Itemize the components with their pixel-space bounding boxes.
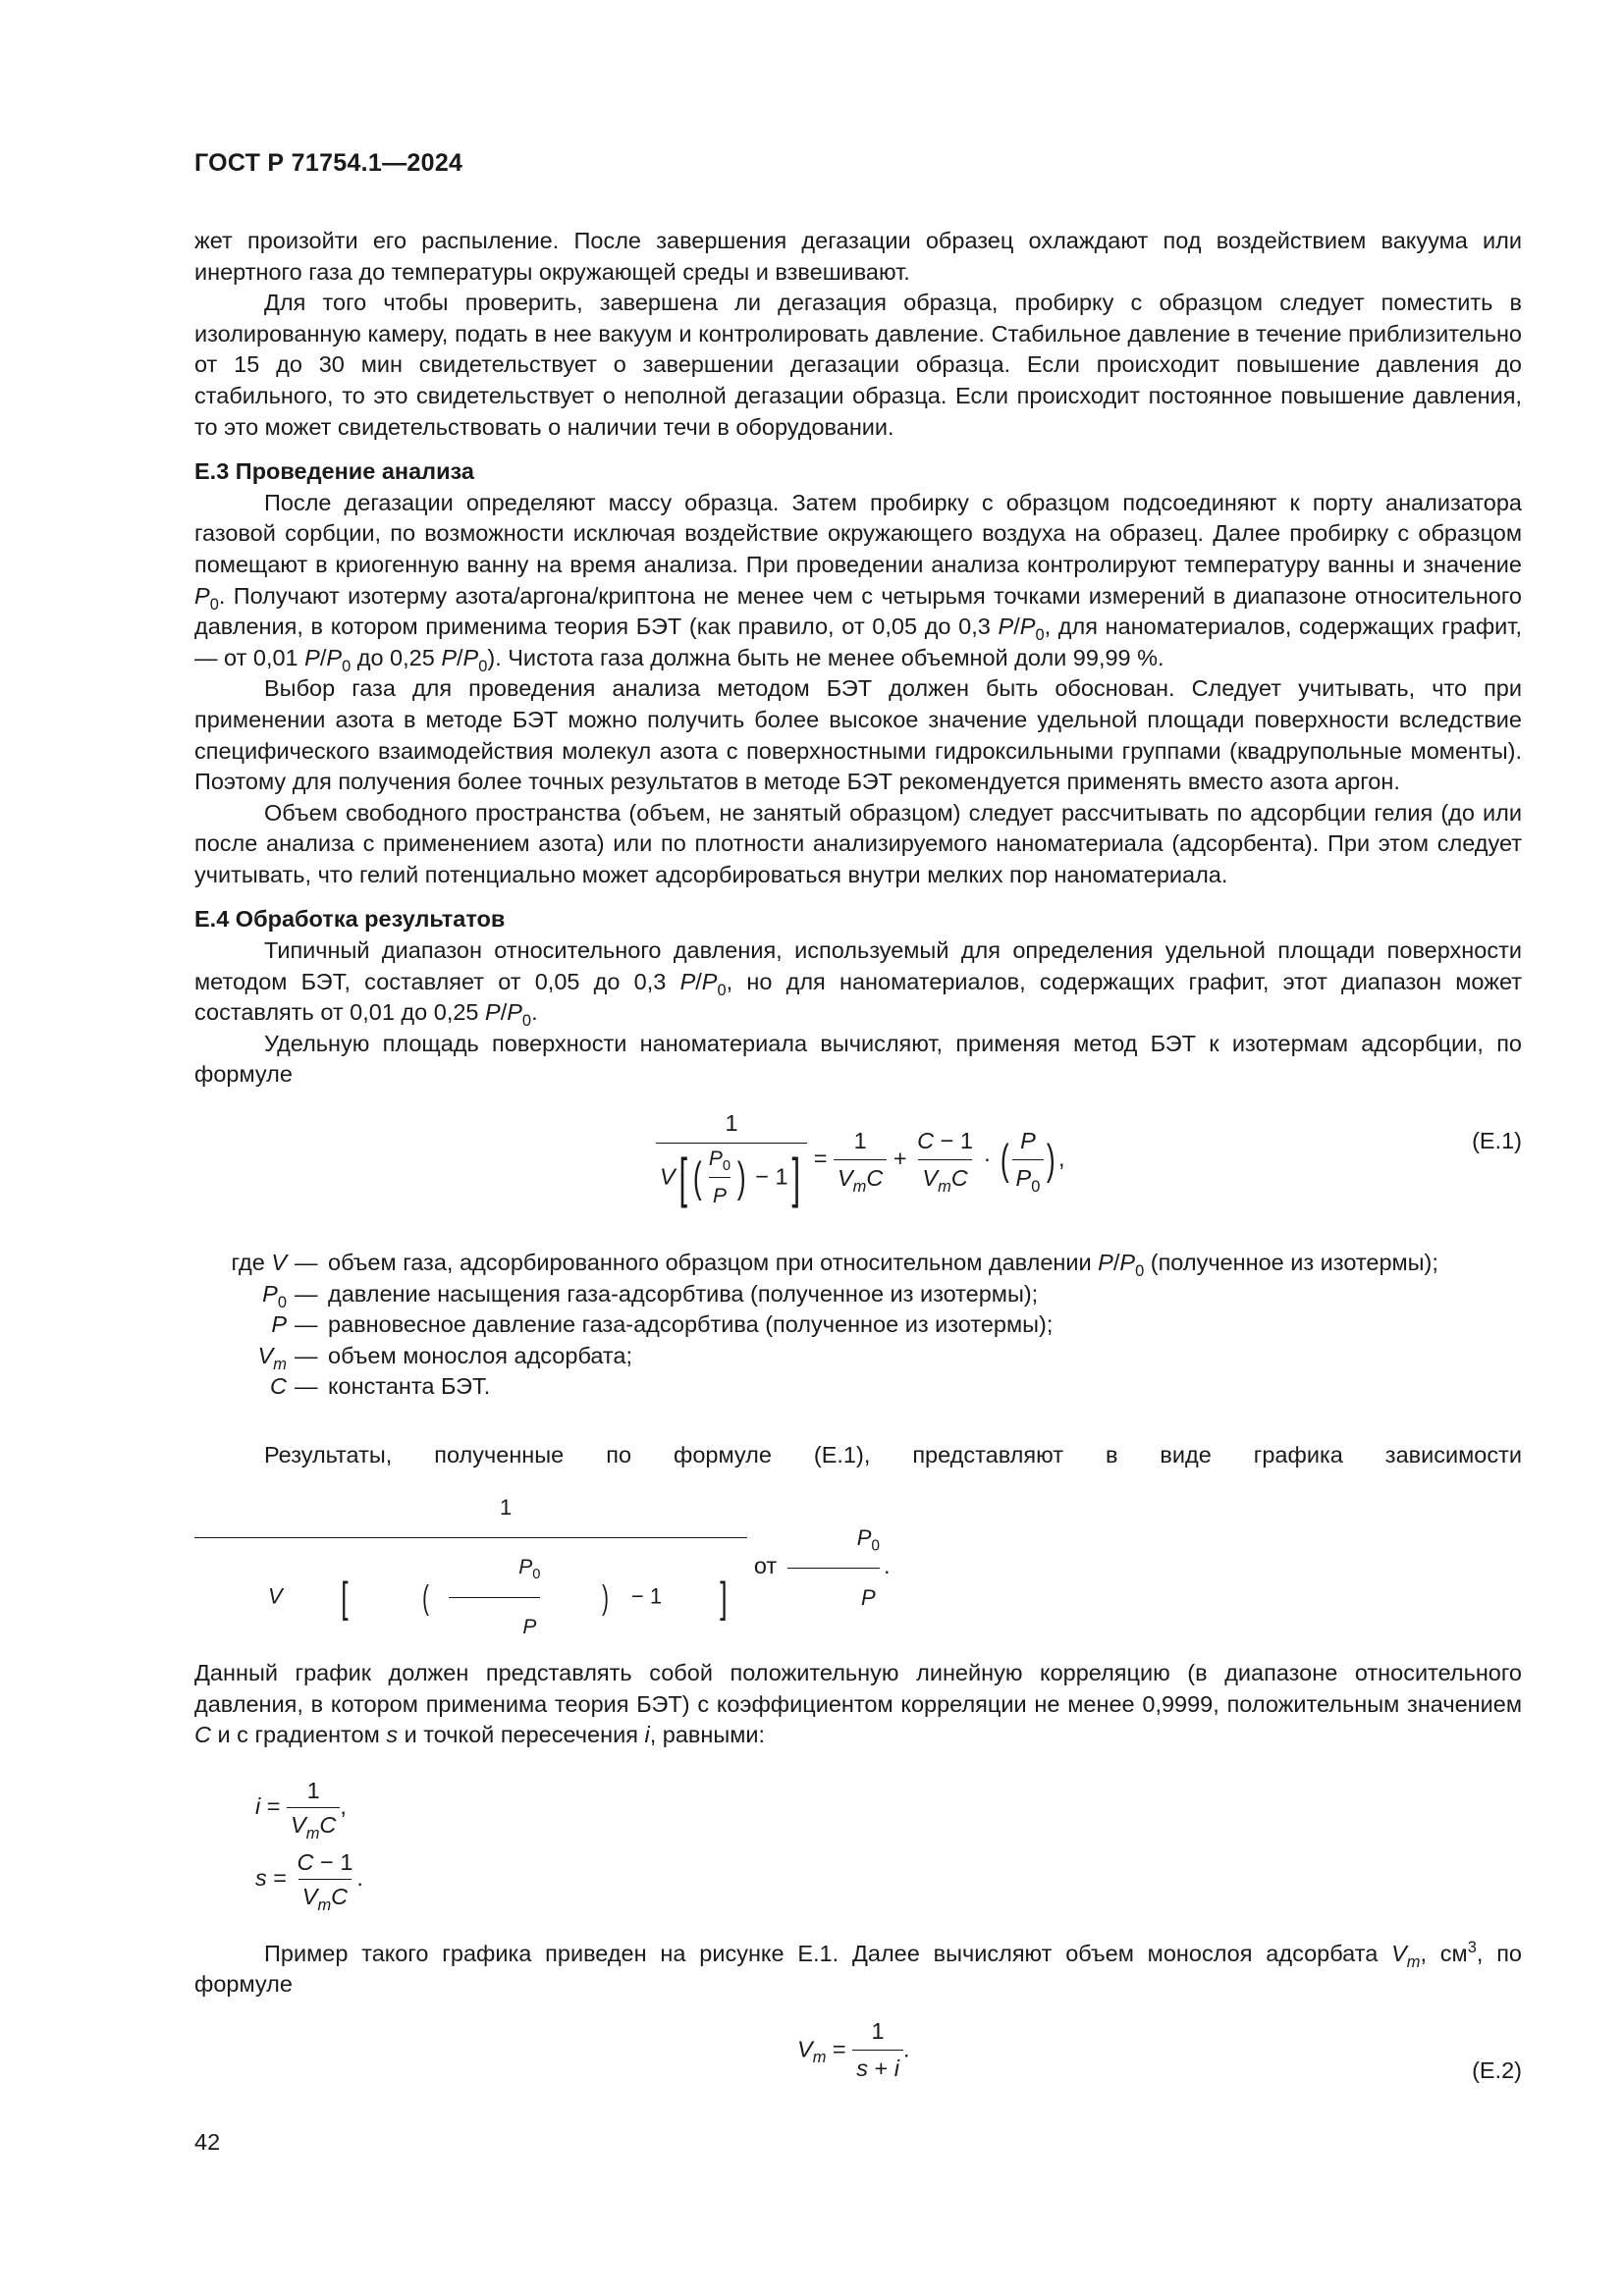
- variable-legend: [194, 1248, 1522, 1403]
- paragraph-gas-choice: Выбор газа для проведения анализа методом БЭТ должен быть обоснован. Следует учитывать, что при применении азота в методе БЭТ можно получить более высокое значение удельной площади поверхности вследствие специфического взаимодействия молекул азота с поверхностными гидроксильными группами (квадрупольные моменты). Поэтому для получения более точных результатов в методе БЭТ рекомендуется применять вместо азота аргон.: [194, 675, 1522, 795]
- paragraph-degassing-check: Для того чтобы проверить, завершена ли дегазация образца, пробирку с образцом следует поместить в изолированную камеру, подать в нее вакуум и контролировать давление. Стабильное давление в течение приблизительно от 15 до 30 мин свидетельствует о завершении дегазации образца. Если происходит повышение давления до стабильного, то это свидетельствует о неполной дегазации образца. Если происходит постоянное повышение давления, то это может свидетельствовать о наличии течи в оборудовании.: [194, 290, 1522, 440]
- intercept-gradient-formulas: [255, 1777, 1522, 1915]
- paragraph-pressure-range: Типичный диапазон относительного давления, используемый для определения удельной площади поверхности методом БЭТ, составляет от 0,05 до 0,3 $P/P_0$, но для наноматериалов, содержащих графит, этот диапазон может составлять от 0,01 до 0,25 $P/P_0$.: [194, 937, 1523, 1030]
- paragraph-analysis: После дегазации определяют массу образца. Затем пробирку с образцом подсоединяют к порту анализатора газовой сорбции, по возможности исключая воздействие окружающего воздуха на образец. Далее пробирку с образцом помещают в криогенную ванну на время анализа. При проведении анализа контролируют температуру ванны и значение $P_0$. Получают изотерму азота/аргона/криптона не менее чем с четырьмя точками измерений в диапазоне относительного давления, в котором применима теория БЭТ (как правило, от 0,05 до 0,3 $P/P_0$, для наноматериалов, содержащих графит, — от 0,01 $P/P_0$ до 0,25 $P/P_0$). Чистота газа должна быть не менее объемной доли 99,99 %.: [194, 489, 1522, 675]
- equation-e1-number: (Е.1): [1472, 1128, 1522, 1154]
- legend-row: $V_m$ — объем монослоя адсорбата;: [257, 1342, 633, 1373]
- legend-row: C — константа БЭТ.: [270, 1373, 491, 1400]
- equation-e1-body: 1 V[ ( $\frac{P_0}{P}$ ) − 1] = $\frac{1}{V_mC}$ + $\frac{C - 1}{V_mC}$ · ( $\frac{P}{P_0}$ ) ,: [656, 1108, 1065, 1212]
- legend-row: P — равновесное давление газа-адсорбтива (полученное из изотермы);: [271, 1311, 1054, 1338]
- paragraph-graph-dependency: Результаты, полученные по формуле (Е.1), представляют в виде графика зависимости 1 V [ ( $\frac{P_0}{P}$ ) − 1 ] от $\frac{P_0}{P}$ .: [194, 1428, 1522, 1654]
- legend-row: $P_0$ — давление насыщения газа-адсорбтива (полученное из изотермы);: [262, 1280, 1039, 1311]
- page-number: 42: [194, 2129, 221, 2155]
- paragraph-monolayer: Пример такого графика приведен на рисунке Е.1. Далее вычисляют объем монослоя адсорбата $V_m$, $см^3$, по формуле: [194, 1938, 1523, 1998]
- gradient-formula: s = $\frac{C - 1}{V_mC}$ .: [255, 1849, 363, 1915]
- equation-e2: [194, 2016, 1522, 2105]
- paragraph-continuation: жет произойти его распыление. После завершения дегазации образец охлаждают под воздействием вакуума или инертного газа до температуры окружающей среды и взвешивают.: [194, 228, 1522, 285]
- equation-e2-body: $V_m$ = $\frac{1}{s + i}$ .: [797, 2016, 910, 2085]
- equation-e2-number: (Е.2): [1472, 2056, 1522, 2083]
- document-header: ГОСТ Р 71754.1—2024: [194, 149, 463, 177]
- paragraph-linear-correlation: Данный график должен представлять собой положительную линейную корреляцию (в диапазоне относительного давления, в котором применима теория БЭТ) с коэффициентом корреляции не менее 0,9999, положительным значением C и с градиентом s и точкой пересечения i, равными:: [194, 1660, 1522, 1748]
- intercept-formula: i = $\frac{1}{V_mC}$ ,: [255, 1777, 347, 1842]
- equation-e1: [194, 1108, 1522, 1226]
- section-heading-e4: Е.4 Обработка результатов: [194, 906, 506, 933]
- paragraph-formula-intro: Удельную площадь поверхности наноматериала вычисляют, применяя метод БЭТ к изотермам адсорбции, по формуле: [194, 1030, 1522, 1088]
- legend-row: где V — объем газа, адсорбированного образцом при относительном давлении $P/P_0$ (полученное из изотермы);: [231, 1250, 1438, 1280]
- paragraph-free-space: Объем свободного пространства (объем, не занятый образцом) следует рассчитывать по адсорбции гелия (до или после анализа с применением азота) или по плотности анализируемого наноматериала (адсорбента). При этом следует учитывать, что гелий потенциально может адсорбироваться внутри мелких пор наноматериала.: [194, 799, 1522, 887]
- section-heading-e3: Е.3 Проведение анализа: [194, 458, 474, 485]
- document-page: [194, 0, 1522, 2296]
- document-body: [194, 226, 1522, 2105]
